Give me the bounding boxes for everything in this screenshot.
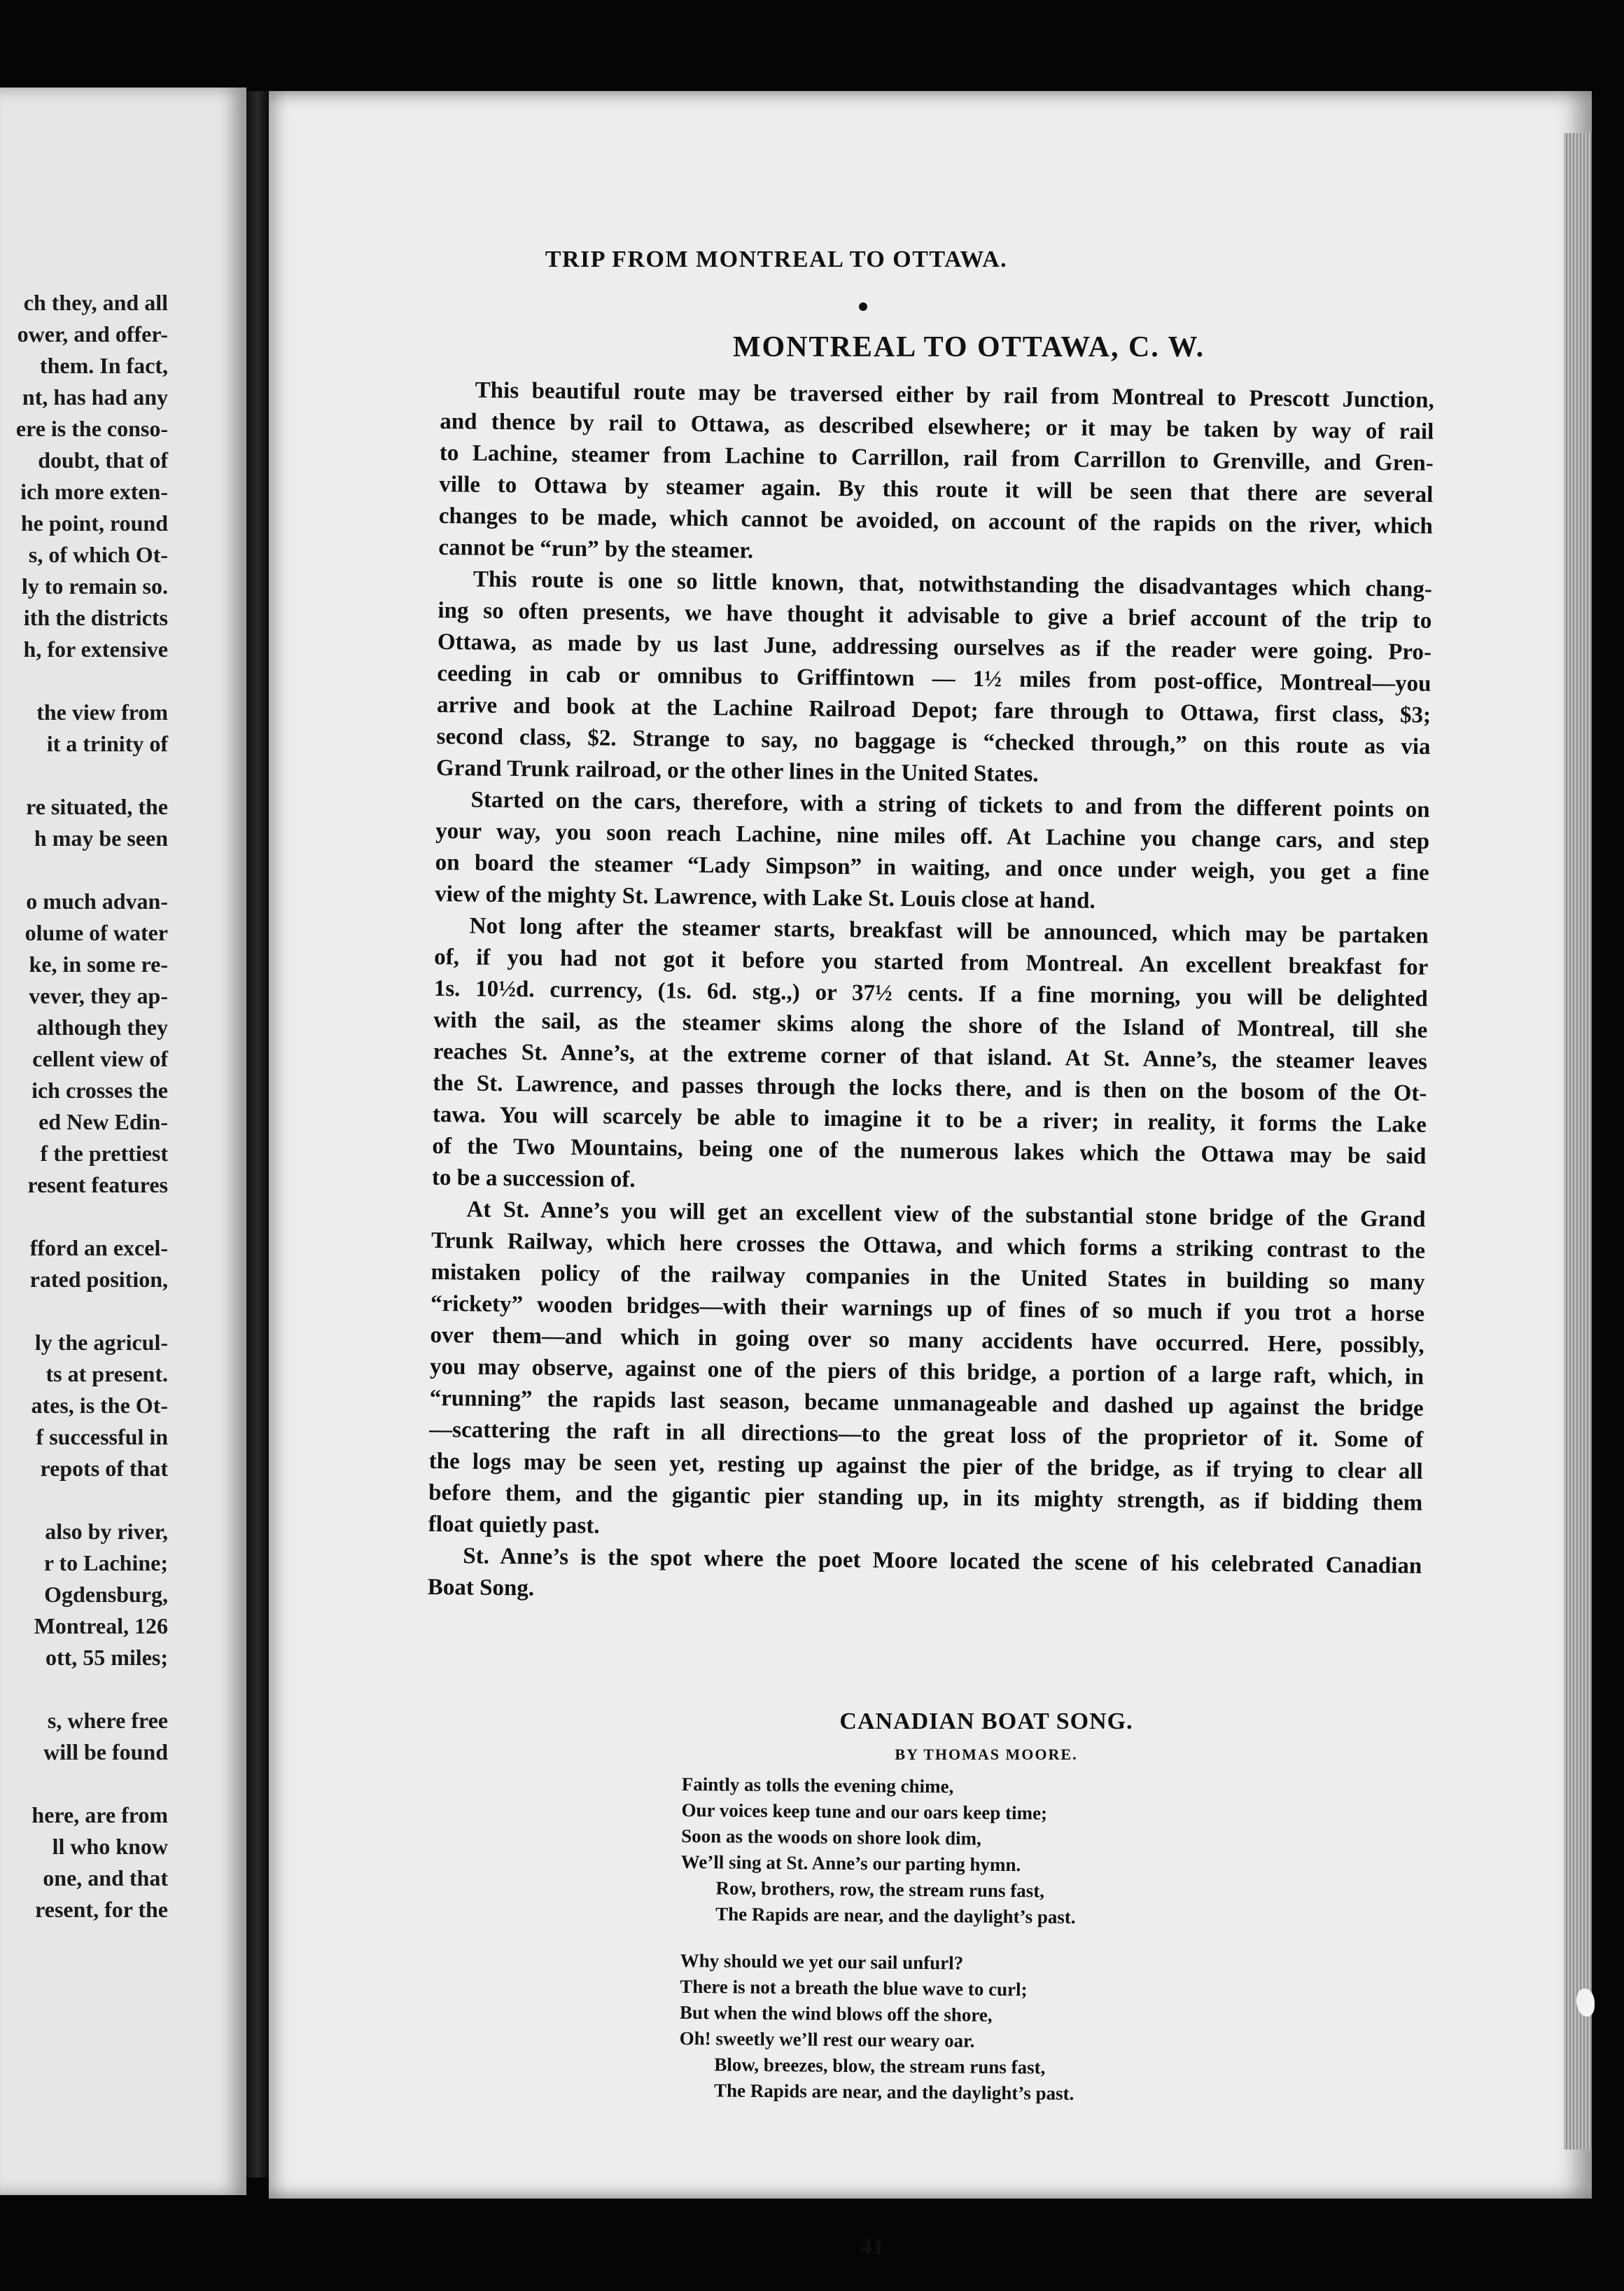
text-line: Not long after the steamer starts, breakfast will be announced, which may be partaken [469,913,1429,949]
left-page-line: nt, has had any [22,384,168,410]
left-page-line: ott, 55 miles; [45,1645,168,1670]
text-line: Trunk Railway, which here crosses the Ottawa, and which forms a striking contrast to the [430,1227,1426,1264]
poem-line: The Rapids are near, and the daylight’s past. [713,2080,1074,2104]
poem-line: Why should we yet our sail unfurl? [680,1949,964,1974]
left-page-line: Montreal, 126 [34,1613,168,1638]
poem-line: Oh! sweetly we’ll rest our weary oar. [679,2027,975,2052]
left-page-line: Ogdensburg, [44,1582,168,1607]
text-line: This route is one so little known, that, notwithstanding the disadvantages which chang- [472,566,1433,602]
text-line: arrive and book at the Lachine Railroad Depot; fare through to Ottawa, first class, $3; [436,692,1432,728]
right-page [269,91,1592,2259]
left-page-line: will be found [43,1739,168,1764]
left-page-line: the view from [36,699,168,725]
text-line: changes to be made, which cannot be avoided, on account of the rapids on the river, which [438,503,1433,539]
left-page-line: them. In fact, [39,353,168,378]
poem-line: We’ll sing at St. Anne’s our parting hymn. [680,1851,1021,1876]
left-page-text-column [0,287,168,1926]
text-line: 1s. 10½d. currency, (1s. 6d. stg.,) or 37½ cents. If a fine morning, you will be delighted [433,975,1428,1012]
text-line: your way, you soon reach Lachine, nine miles off. At Lachine you change cars, and step [435,818,1430,854]
running-head-text: TRIP FROM MONTREAL TO OTTAWA. [545,246,1008,272]
left-page-line: f the prettiest [40,1141,168,1166]
text-line: the St. Lawrence, and passes through the locks there, and is then on the bosom of the Ot- [433,1070,1427,1106]
left-page-line: ly the agricul- [34,1330,168,1355]
paragraph [438,375,1434,574]
text-line: on board the steamer “Lady Simpson” in waiting, and once under weigh, you get a fine [435,849,1429,886]
left-page-line: olume of water [24,920,168,945]
left-page-line: ates, is the Ot- [31,1393,168,1418]
page-number: 41 [860,2234,884,2259]
left-page-line: cellent view of [32,1046,168,1071]
text-line: of the Two Mountains, being one of the numerous lakes which the Ottawa may be said [432,1133,1427,1169]
left-page-line: here, are from [31,1802,168,1827]
left-page-line: ly to remain so. [21,573,168,599]
text-line: to be a succession of. [431,1164,636,1192]
left-page-line: r to Lachine; [43,1550,168,1575]
left-page-line [0,1484,168,1516]
book-gutter [246,91,269,2178]
poem-title: CANADIAN BOAT SONG. [839,1708,1133,1734]
poem-line: Our voices keep tune and our oars keep time; [681,1799,1048,1824]
poem-line: There is not a breath the blue wave to curl; [680,1975,1028,2000]
left-page-line: s, where free [47,1708,168,1733]
paragraph [432,910,1429,1204]
poem-line: Row, brothers, row, the stream runs fast, [715,1877,1045,1902]
ornament-dot [859,302,867,311]
left-page-line: ed New Edin- [38,1109,168,1134]
paragraph [436,564,1432,795]
text-line: with the sail, as the steamer skims along the shore of the Island of Montreal, till she [433,1007,1428,1043]
page-edge [1564,133,1592,2150]
body-text [428,375,1434,1614]
left-page-line: ith the districts [23,605,168,630]
left-page-line [0,1768,168,1799]
left-page-line: h, for extensive [23,636,168,662]
left-page-line: ich crosses the [31,1078,168,1103]
left-page-line: h may be seen [34,826,168,851]
left-page-line [0,854,168,886]
text-line: before them, and the gigantic pier standing up, in its mighty strength, as if bidding them [428,1479,1423,1516]
left-page [0,88,246,2195]
text-line: “rickety” wooden bridges—with their warnings up of fines of so much if you trot a horse [430,1290,1425,1327]
left-page-line [0,1673,168,1705]
poem-byline: BY THOMAS MOORE. [895,1746,1078,1763]
left-page-line: ts at present. [46,1361,168,1386]
left-page-line: rated position, [29,1267,168,1292]
text-line: cannot be “run” by the steamer. [438,534,754,564]
text-line: float quietly past. [428,1511,600,1539]
left-page-line: vever, they ap- [29,983,168,1008]
poem [679,1771,1214,2108]
left-page-line [0,760,168,791]
text-line: At St. Anne’s you will get an excellent view of the substantial stone bridge of the Grand [466,1197,1426,1232]
paragraph [428,1540,1422,1614]
left-page-line: ch they, and all [23,290,168,315]
left-page-line: ke, in some re- [29,952,168,977]
left-page-line: ere is the conso- [15,416,168,441]
paragraph [435,784,1430,921]
left-page-line: o much advan- [26,889,168,914]
left-page-line: s, of which Ot- [28,542,168,567]
text-line: —scattering the raft in all directions—to the great loss of the proprietor of it. Some of [429,1416,1424,1453]
text-line: and thence by rail to Ottawa, as described elsewhere; or it may be taken by way of rail [440,408,1434,445]
poem-stanza [679,1948,1212,2108]
poem-line: Blow, breezes, blow, the stream runs fast, [714,2054,1046,2078]
text-line: to Lachine, steamer from Lachine to Carrillon, rail from Carrillon to Grenville, and Gren- [439,440,1434,476]
text-line: of, if you had not got it before you started from Montreal. An excellent breakfast for [434,944,1429,980]
poem-line: Faintly as tolls the evening chime, [681,1774,954,1797]
poem-stanza [680,1771,1214,1932]
left-page-line: ower, and offer- [17,321,168,347]
text-line: St. Anne’s is the spot where the poet Moore located the scene of his celebrated Canadian [463,1543,1422,1579]
text-line: Grand Trunk railroad, or the other lines in the United States. [435,755,1039,787]
left-page-line: also by river, [45,1519,168,1544]
left-page-line: resent features [27,1172,168,1197]
left-page-line: repots of that [40,1456,168,1481]
text-line: “running” the rapids last season, became unmanageable and dashed up against the bridge [429,1385,1424,1421]
paper-blemish [1576,1989,1595,2017]
paragraph [428,1194,1426,1551]
left-page-line: it a trinity of [46,731,168,756]
text-line: view of the mighty St. Lawrence, with Lake St. Louis close at hand. [435,881,1096,914]
left-page-line: ll who know [52,1834,168,1859]
text-line: tawa. You will scarcely be able to imagine it to be a river; in reality, it forms the Lake [432,1101,1427,1138]
left-page-line [0,1201,168,1232]
left-page-line: doubt, that of [38,447,168,473]
text-line: ceeding in cab or omnibus to Griffintown — 1½ miles from post-office, Montreal—you [437,660,1432,697]
text-line: ing so often presents, we have thought it advisable to give a brief account of the trip to [438,597,1432,634]
text-line: the logs may be seen yet, resting up against the pier of the bridge, as if trying to clear all [428,1448,1423,1484]
text-line: reaches St. Anne’s, at the extreme corner of that island. At St. Anne’s, the steamer leaves [433,1038,1427,1075]
text-line: second class, $2. Strange to say, no baggage is “checked through,” on this route as via [436,723,1431,760]
text-line: you may observe, against one of the piers of this bridge, a portion of a large raft, which, in [429,1353,1424,1390]
left-page-line: ich more exten- [20,479,168,504]
left-page-line: resent, for the [35,1897,168,1922]
text-line: Started on the cars, therefore, with a string of tickets to and from the different points on [470,787,1430,823]
text-line: over them—and which in going over so many accidents have occurred. Here, possibly, [430,1322,1424,1358]
poem-line: Soon as the woods on shore look dim, [681,1825,981,1849]
text-line: ville to Ottawa by steamer again. By this route it will be seen that there are several [439,471,1434,508]
left-page-line [0,665,168,697]
text-line: This beautiful route may be traversed either by rail from Montreal to Prescott Junction, [475,377,1434,413]
chapter-title: MONTREAL TO OTTAWA, C. W. [732,331,1205,363]
left-page-line: one, and that [43,1865,168,1890]
poem-line: The Rapids are near, and the daylight’s past. [715,1903,1076,1928]
left-page-line [0,1295,168,1327]
text-line: mistaken policy of the railway companies in the United States in building so many [430,1259,1425,1295]
left-page-line: he point, round [20,510,168,536]
running-head [269,246,1592,273]
left-page-line: re situated, the [26,794,168,819]
poem-line: But when the wind blows off the shore, [679,2001,993,2026]
text-line: Boat Song. [427,1574,535,1601]
left-page-line: fford an excel- [29,1235,168,1260]
left-page-line: although they [36,1015,168,1040]
left-page-line: f successful in [36,1424,168,1449]
text-line: Ottawa, as made by us last June, addressing ourselves as if the reader were going. Pro- [437,629,1432,665]
